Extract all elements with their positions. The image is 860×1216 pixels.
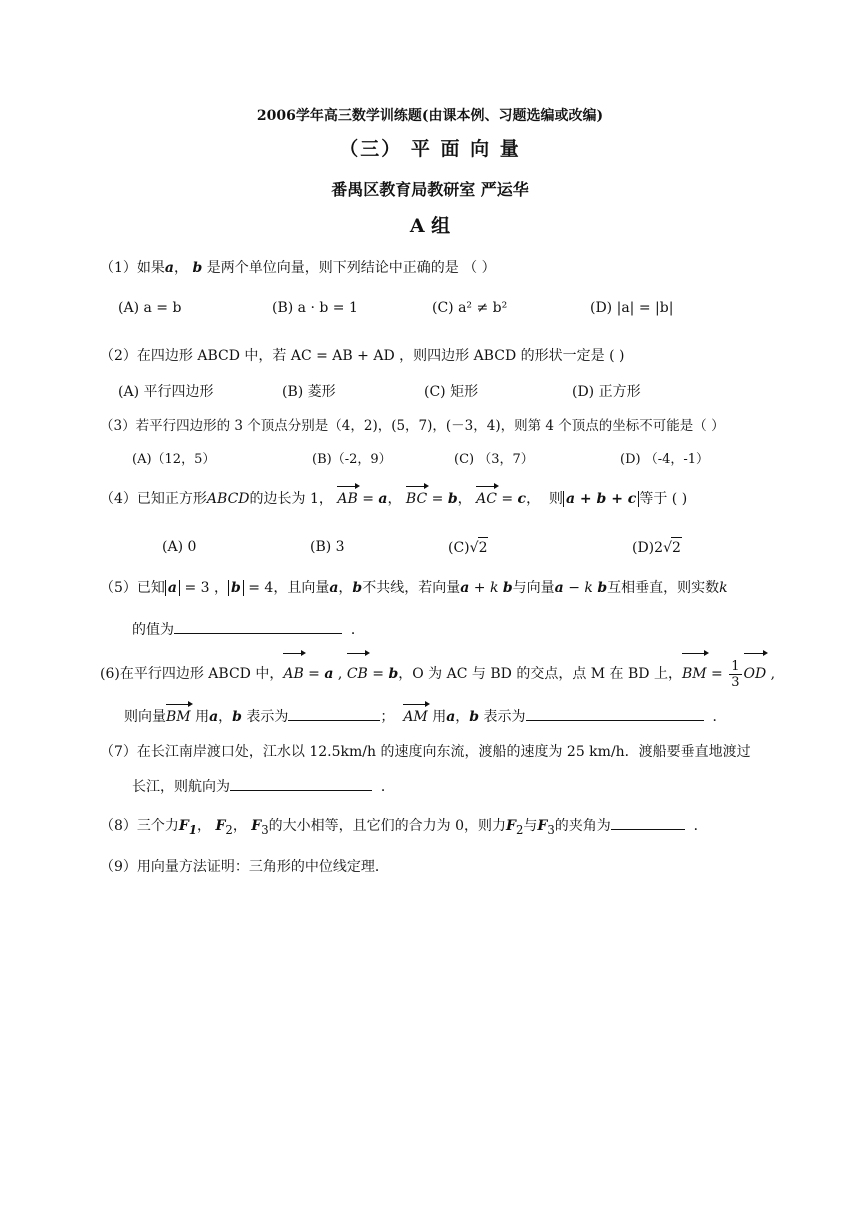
- q7-answer-label: 长江，则航向为: [132, 779, 230, 795]
- q2-option-b: (B) 菱形: [282, 384, 336, 400]
- q8-text-3: 与: [523, 818, 538, 834]
- question-5-line2: [132, 619, 365, 640]
- q5-text-4: 与向量: [512, 580, 555, 596]
- q4-option-d-label: (D): [632, 540, 655, 556]
- q1-comma: ，: [174, 260, 188, 276]
- q5-answer-blank[interactable]: [174, 619, 342, 634]
- q1-option-d: (D) |a| = |b|: [590, 300, 674, 316]
- q4-text-end: 等于 ( ): [639, 491, 688, 507]
- q4-option-a: (A) 0: [162, 539, 197, 555]
- q1-text-end: 是两个单位向量，则下列结论中正确的是 （ ）: [206, 260, 496, 276]
- question-7-line1: （7）在长江南岸渡口处，江水以 12.5km/h 的速度向东流，渡船的速度为 25 km/h．渡船要垂直地渡过: [100, 744, 751, 760]
- question-2-stem: （2）在四边形 ABCD 中，若 AC = AB + AD ，则四边形 ABCD 的形状一定是 ( ): [100, 348, 625, 364]
- q4-option-b: (B) 3: [310, 539, 345, 555]
- q2-option-a: (A) 平行四边形: [118, 384, 214, 400]
- question-1-stem: [100, 258, 496, 278]
- q1-text-start: （1）如果: [100, 260, 165, 276]
- q2-option-c: (C) 矩形: [424, 384, 479, 400]
- q6-text-4: 用: [195, 709, 210, 725]
- q7-period: ．: [380, 779, 395, 795]
- q4-abs-expression: a + b + c: [563, 491, 639, 507]
- q3-option-b: (B)（-2，9）: [312, 452, 392, 467]
- q4-option-c-label: (C): [448, 540, 470, 556]
- q6-text-2: ，O 为 AC 与 BD 的交点，点 M 在 BD 上，: [398, 666, 682, 682]
- question-9-stem: （9）用向量方法证明：三角形的中位线定理．: [100, 859, 389, 875]
- q6-semicolon: ；: [380, 709, 395, 725]
- q1-var-b: b: [192, 260, 203, 276]
- question-3-stem: （3）若平行四边形的 3 个顶点分别是（4，2)，(5，7)，(－3，4)，则第 4 个顶点的坐标不可能是（ ）: [100, 418, 725, 434]
- q4-vector-bc: BC: [405, 491, 428, 507]
- q6-text-6: 用: [432, 709, 447, 725]
- q8-text-2: 的大小相等，且它们的合力为 0，则力: [268, 818, 507, 834]
- q5-text-5: 互相垂直，则实数: [607, 580, 720, 596]
- q6-fraction: $\frac{1}{3}$: [731, 658, 740, 690]
- q4-option-d: (D)2√2: [632, 537, 682, 558]
- q4-abcd: ABCD: [206, 491, 250, 507]
- q1-var-a: a: [164, 260, 174, 276]
- section-title: （三） 平 面 向 量: [339, 138, 521, 160]
- q5-text-2: ，且向量: [273, 580, 330, 596]
- q6-text-1: (6)在平行四边形 ABCD 中，: [100, 666, 284, 682]
- q4-vector-ab: AB: [337, 491, 358, 507]
- q1-option-c: (C) a² ≠ b²: [432, 300, 508, 316]
- group-heading: A 组: [409, 215, 451, 237]
- q5-answer-label: 的值为: [132, 622, 174, 638]
- q1-option-b: (B) a · b = 1: [272, 300, 358, 316]
- q6-text-5: 表示为: [246, 709, 289, 725]
- q4-vector-ac: AC: [476, 491, 497, 507]
- question-6-line2: 则向量BM 用a，b 表示为 ； AM 用a，b 表示为 ．: [124, 706, 726, 727]
- q5-text-3: 不共线，若向量: [362, 580, 461, 596]
- q4-text-start: （4）已知正方形: [100, 491, 207, 507]
- q6-text-7: 表示为: [483, 709, 526, 725]
- worksheet-title: 2006学年高三数学训练题(由课本例、习题选编或改编): [256, 108, 604, 124]
- author-line: 番禺区教育局教研室 严运华: [331, 180, 529, 199]
- q3-option-c: (C) （3，7）: [454, 452, 534, 467]
- q8-text-4: 的夹角为: [554, 818, 611, 834]
- q1-option-a: (A) a = b: [118, 300, 182, 316]
- q8-period: ．: [693, 818, 708, 834]
- q4-text-mid: 的边长为 1，: [249, 491, 333, 507]
- q6-answer-blank-1[interactable]: [288, 706, 380, 721]
- q3-option-a: (A)（12，5）: [132, 452, 216, 467]
- q4-option-c: (C)√2: [448, 537, 488, 558]
- question-8-stem: （8）三个力$F_1$， $F_2$， $F_3$的大小相等，且它们的合力为 0，则力$F_2$与$F_3$的夹角为 ．: [100, 815, 708, 840]
- question-5-stem: （5）已知 a = 3 ， b = 4，且向量a，b不共线，若向量a + k b与向量a − k b互相垂直，则实数k: [100, 580, 728, 596]
- q2-option-d: (D) 正方形: [572, 384, 641, 400]
- q5-text-1: （5）已知: [100, 580, 165, 596]
- q6-answer-blank-2[interactable]: [526, 706, 704, 721]
- q6-text-3: 则向量: [124, 709, 166, 725]
- q8-text-1: （8）三个力: [100, 818, 179, 834]
- q5-period: ．: [350, 622, 365, 638]
- question-7-line2: [132, 776, 395, 797]
- q8-answer-blank[interactable]: [611, 815, 685, 830]
- q3-option-d: (D) （-4，-1）: [620, 452, 710, 467]
- q6-period: ．: [712, 709, 727, 725]
- question-4-stem: （4）已知正方形ABCD的边长为 1， AB = a， BC = b， AC = c， 则 a + b + c 等于 ( ): [100, 491, 688, 507]
- question-6-stem: (6)在平行四边形 ABCD 中，AB = a , CB = b，O 为 AC 与 BD 的交点，点 M 在 BD 上，BM = $\frac{1}{3}$ OD ,: [100, 656, 775, 692]
- q7-answer-blank[interactable]: [230, 776, 372, 791]
